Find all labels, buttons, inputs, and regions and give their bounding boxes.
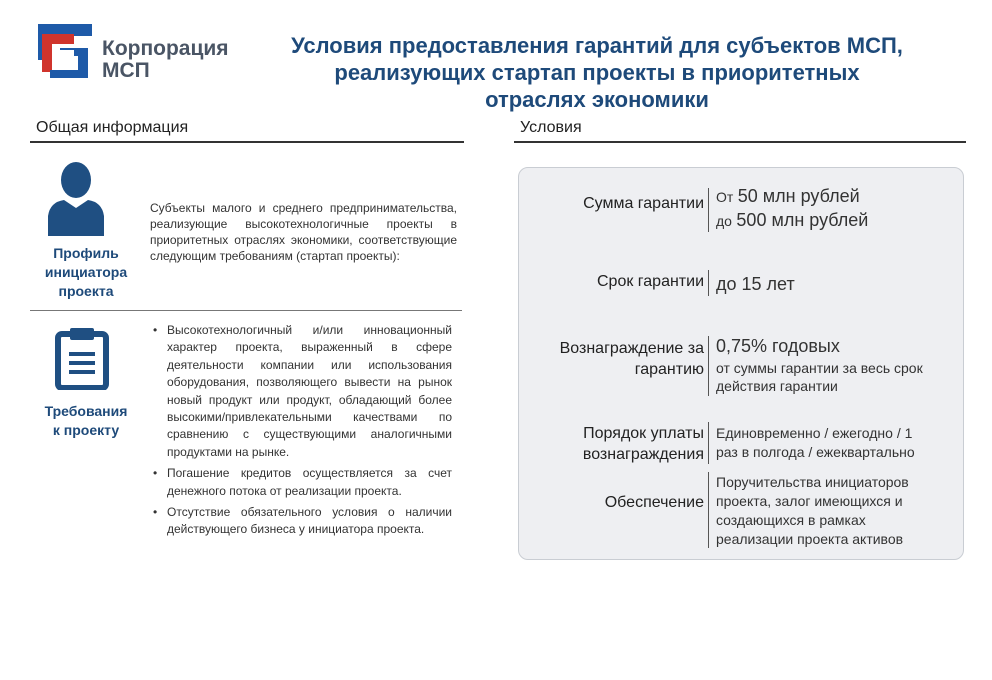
general-info-underline <box>30 141 464 143</box>
security-value-2: проекта, залог имеющихся и <box>716 493 903 509</box>
requirements-label <box>31 402 141 440</box>
payment-label-2: вознаграждения <box>582 446 704 463</box>
requirements-label-1: Требования <box>44 403 128 419</box>
fee-note <box>716 359 923 395</box>
payment-value-2: раз в полгода / ежеквартально <box>716 444 915 460</box>
general-info-header: Общая информация <box>36 119 189 136</box>
fee-note-1: от суммы гарантии за весь срок <box>716 360 923 376</box>
security-value-4: реализации проекта активов <box>716 531 904 547</box>
security-value-1: Поручительства инициаторов <box>716 474 909 490</box>
payment-divider <box>708 422 709 464</box>
profile-label-2: инициатора <box>44 264 128 280</box>
corporation-logo <box>30 20 230 90</box>
logo-line-1: Корпорация <box>102 37 229 60</box>
payment-value <box>716 424 915 462</box>
amount-to <box>716 210 868 231</box>
amount-to-word: до <box>716 213 732 229</box>
list-item: • Отсутствие обязательного условия о наличии действующего бизнеса у инициатора проекта. <box>150 504 452 539</box>
security-value-3: создающихся в рамках <box>716 512 866 528</box>
security-label: Обеспечение <box>604 494 704 511</box>
amount-label: Сумма гарантии <box>583 195 704 212</box>
conditions-underline <box>514 141 966 143</box>
security-divider <box>708 472 709 548</box>
fee-label-1: Вознаграждение за <box>559 340 704 357</box>
person-icon <box>46 160 106 241</box>
section-divider <box>30 310 462 311</box>
fee-value: 0,75% годовых <box>716 336 840 356</box>
requirements-label-2: к проекту <box>52 422 120 438</box>
page-title <box>252 32 942 113</box>
title-line-1: Условия предоставления гарантий для субъектов МСП, <box>291 33 903 58</box>
fee-divider <box>708 336 709 396</box>
profile-label-1: Профиль <box>53 245 119 261</box>
logo-line-2: МСП <box>102 59 150 82</box>
list-item: • Погашение кредитов осуществляется за счет денежного потока от реализации проекта. <box>150 465 452 500</box>
title-line-2: реализующих стартап проекты в приоритетных <box>334 60 860 85</box>
logo-text <box>102 38 229 82</box>
amount-from-value: 50 млн рублей <box>737 186 860 206</box>
fee-label-2: гарантию <box>634 361 704 378</box>
amount-from <box>716 186 860 207</box>
amount-from-word: От <box>716 189 734 205</box>
term-value: до 15 лет <box>716 274 795 294</box>
list-item: • Высокотехнологичный и/или инновационный характер проекта, выраженный в сфере деятельности компании или использования оборудования, позволяющего вывести на рынок новый продукт или продукт, обладающий более высокими/привлекательными качествами по сравнению с существующими аналогичными продуктами на рынке. <box>150 322 452 461</box>
title-line-3: отраслях экономики <box>485 87 709 112</box>
term-divider <box>708 270 709 296</box>
term-label: Срок гарантии <box>596 273 704 290</box>
amount-to-value: 500 млн рублей <box>736 210 869 230</box>
amount-divider <box>708 188 709 232</box>
requirements-list <box>150 322 452 543</box>
payment-value-1: Единовременно / ежегодно / 1 <box>716 425 913 441</box>
profile-label <box>31 244 141 301</box>
payment-label <box>520 423 704 465</box>
security-value <box>716 473 909 549</box>
fee-note-2: действия гарантии <box>716 378 838 394</box>
profile-label-3: проекта <box>58 283 114 299</box>
logo-mark-icon <box>30 20 96 82</box>
conditions-header: Условия <box>520 119 582 136</box>
profile-description: Субъекты малого и среднего предпринимательства, реализующие высокотехнологичные проекты в приоритетных отраслях экономики, соответствующие следующим требованиям (стартап проекты): <box>150 201 457 263</box>
fee-label <box>520 338 704 380</box>
payment-label-1: Порядок уплаты <box>583 425 704 442</box>
clipboard-icon <box>55 326 109 395</box>
